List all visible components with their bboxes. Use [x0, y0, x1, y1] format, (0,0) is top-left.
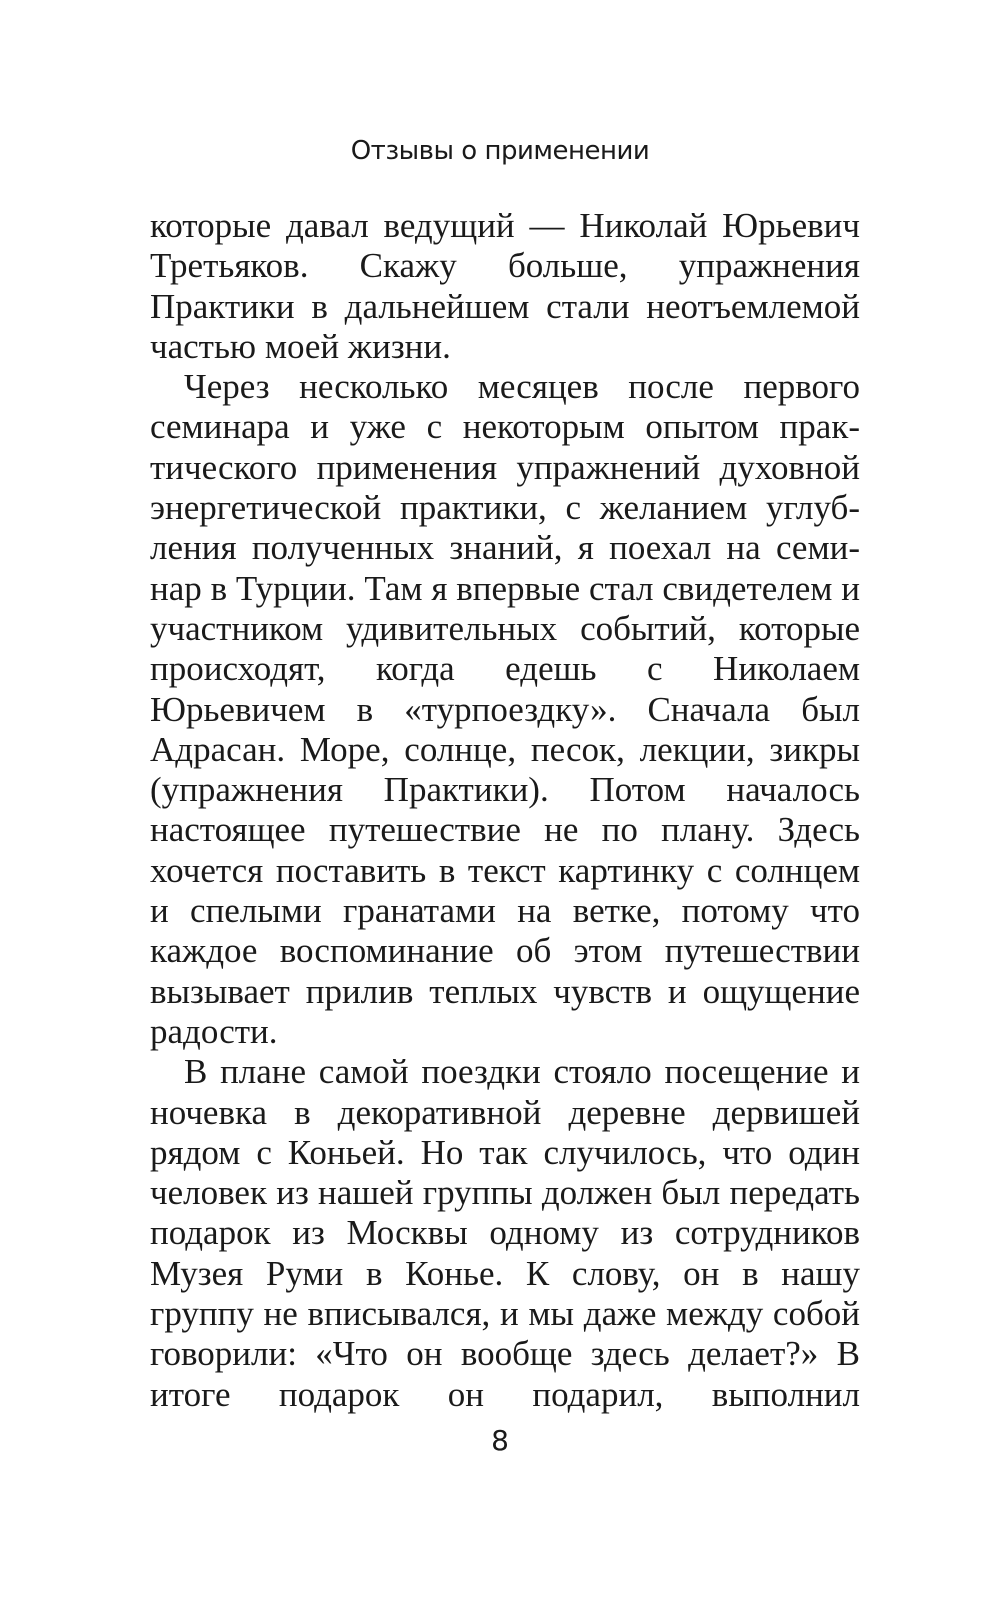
paragraph-3: В плане самой поездки стояло посещение и ночевка в декоративной деревне дервишей рядом с Коньей. Но так случилось, что один человек из нашей группы должен был передать подарок из Москвы одному из сотрудников Музея Руми в Конье. К слову, он в нашу группу не вписывался, и мы даже между собой говорили: «Что он вообще здесь делает?» В итоге подарок он подарил, выполнил [150, 1052, 860, 1414]
body-text [150, 206, 860, 1415]
running-head: Отзывы о применении [350, 136, 650, 166]
paragraph-1: которые давал ведущий — Николай Юрьевич Третьяков. Скажу больше, упражнения Практики в дальнейшем стали неотъемлемой частью моей жизни. [150, 206, 860, 366]
page-number: 8 [491, 1424, 509, 1457]
paragraph-2: Через несколько месяцев после первого семинара и уже с некоторым опытом практического применения упражнений духовной энергетической практики, с желанием углубления полученных знаний, я поехал на семинар в Турции. Там я впервые стал свидетелем и участником удивительных событий, которые происходят, когда едешь с Николаем Юрьевичем в «турпоездку». Сначала был Адрасан. Море, солнце, песок, лекции, зикры (упражнения Практики). Потом началось настоящее путешествие не по плану. Здесь хочется поставить в текст картинку с солнцем и спелыми гранатами на ветке, потому что каждое воспоминание об этом путешествии вызывает прилив теплых чувств и ощущение радости. [150, 367, 860, 1051]
